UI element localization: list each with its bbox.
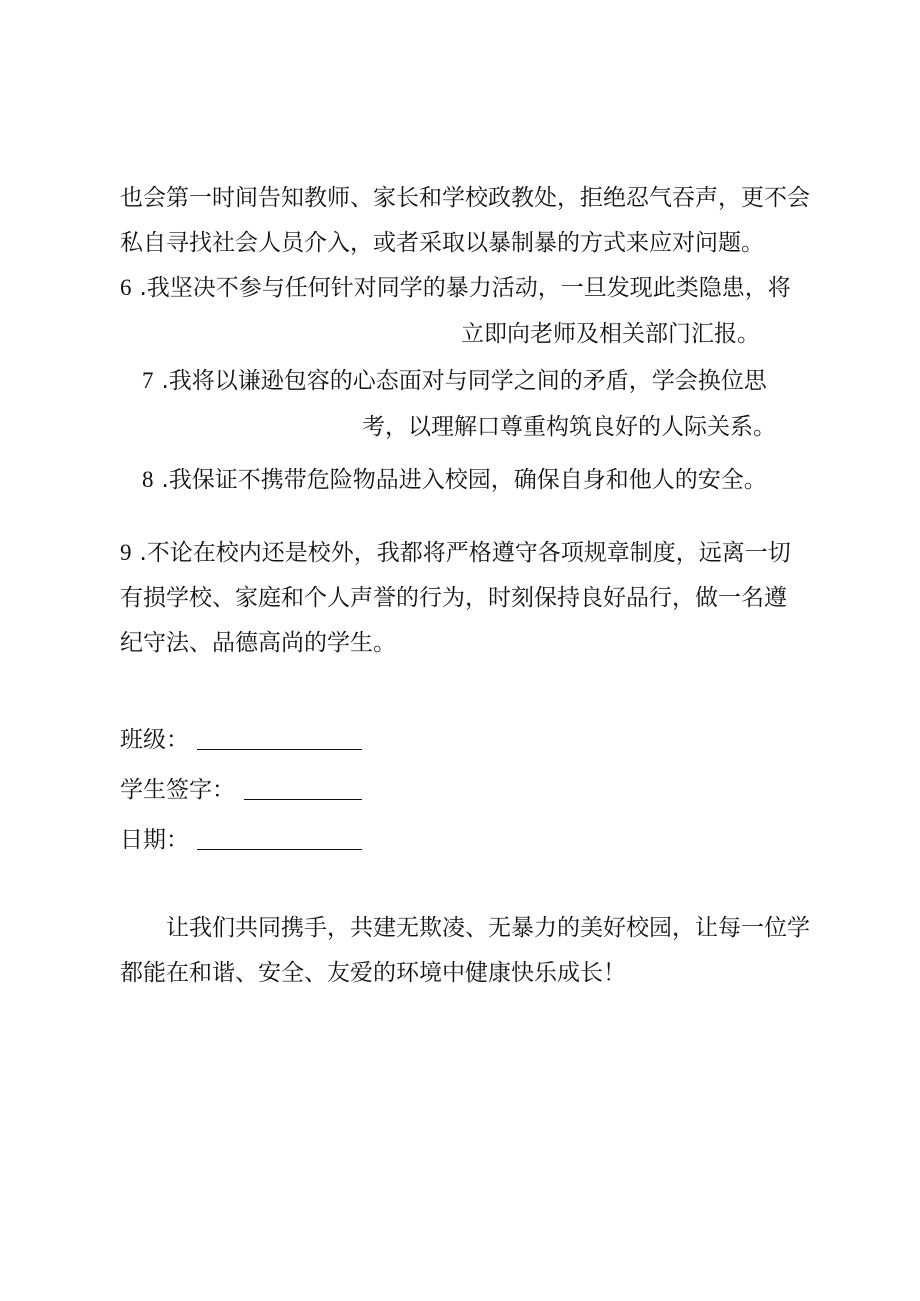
item8-number: 8	[142, 467, 154, 492]
item7-line2: 考，以理解口尊重构筑良好的人际关系。	[362, 414, 776, 440]
date-label: 日期：	[120, 827, 189, 853]
item8-text: .我保证不携带危险物品进入校园，确保自身和他人的安全。	[161, 467, 767, 493]
class-label: 班级：	[120, 727, 189, 753]
item6-line1	[120, 273, 791, 303]
item6-number: 6	[120, 275, 132, 300]
class-input-line[interactable]	[197, 749, 362, 750]
item6-line2: 立即向老师及相关部门汇报。	[461, 321, 760, 347]
item7-line1	[142, 366, 767, 396]
closing-line2: 都能在和谐、安全、友爱的环境中健康快乐成长！	[120, 960, 626, 986]
date-input-line[interactable]	[197, 849, 362, 850]
signature-input-line[interactable]	[244, 799, 362, 800]
item9-line1	[120, 538, 791, 568]
item9-text: .不论在校内还是校外，我都将严格遵守各项规章制度，远离一切	[139, 540, 791, 566]
item5-line1: 也会第一时间告知教师、家长和学校政教处，拒绝忍气吞声，更不会	[120, 185, 810, 211]
item9-number: 9	[120, 540, 132, 565]
item9-line3: 纪守法、品德高尚的学生。	[120, 630, 396, 656]
item5-line2: 私自寻找社会人员介入，或者采取以暴制暴的方式来应对问题。	[120, 230, 764, 256]
closing-line1: 让我们共同携手，共建无欺凌、无暴力的美好校园，让每一位学	[166, 915, 810, 941]
item9-line2: 有损学校、家庭和个人声誉的行为，时刻保持良好品行，做一名遵	[120, 585, 787, 611]
item6-text: .我坚决不参与任何针对同学的暴力活动，一旦发现此类隐患，将	[139, 275, 791, 301]
signature-label: 学生签字：	[120, 777, 235, 803]
item8-line1	[142, 465, 767, 495]
item7-text: .我将以谦逊包容的心态面对与同学之间的矛盾，学会换位思	[161, 368, 767, 394]
item7-number: 7	[142, 368, 154, 393]
